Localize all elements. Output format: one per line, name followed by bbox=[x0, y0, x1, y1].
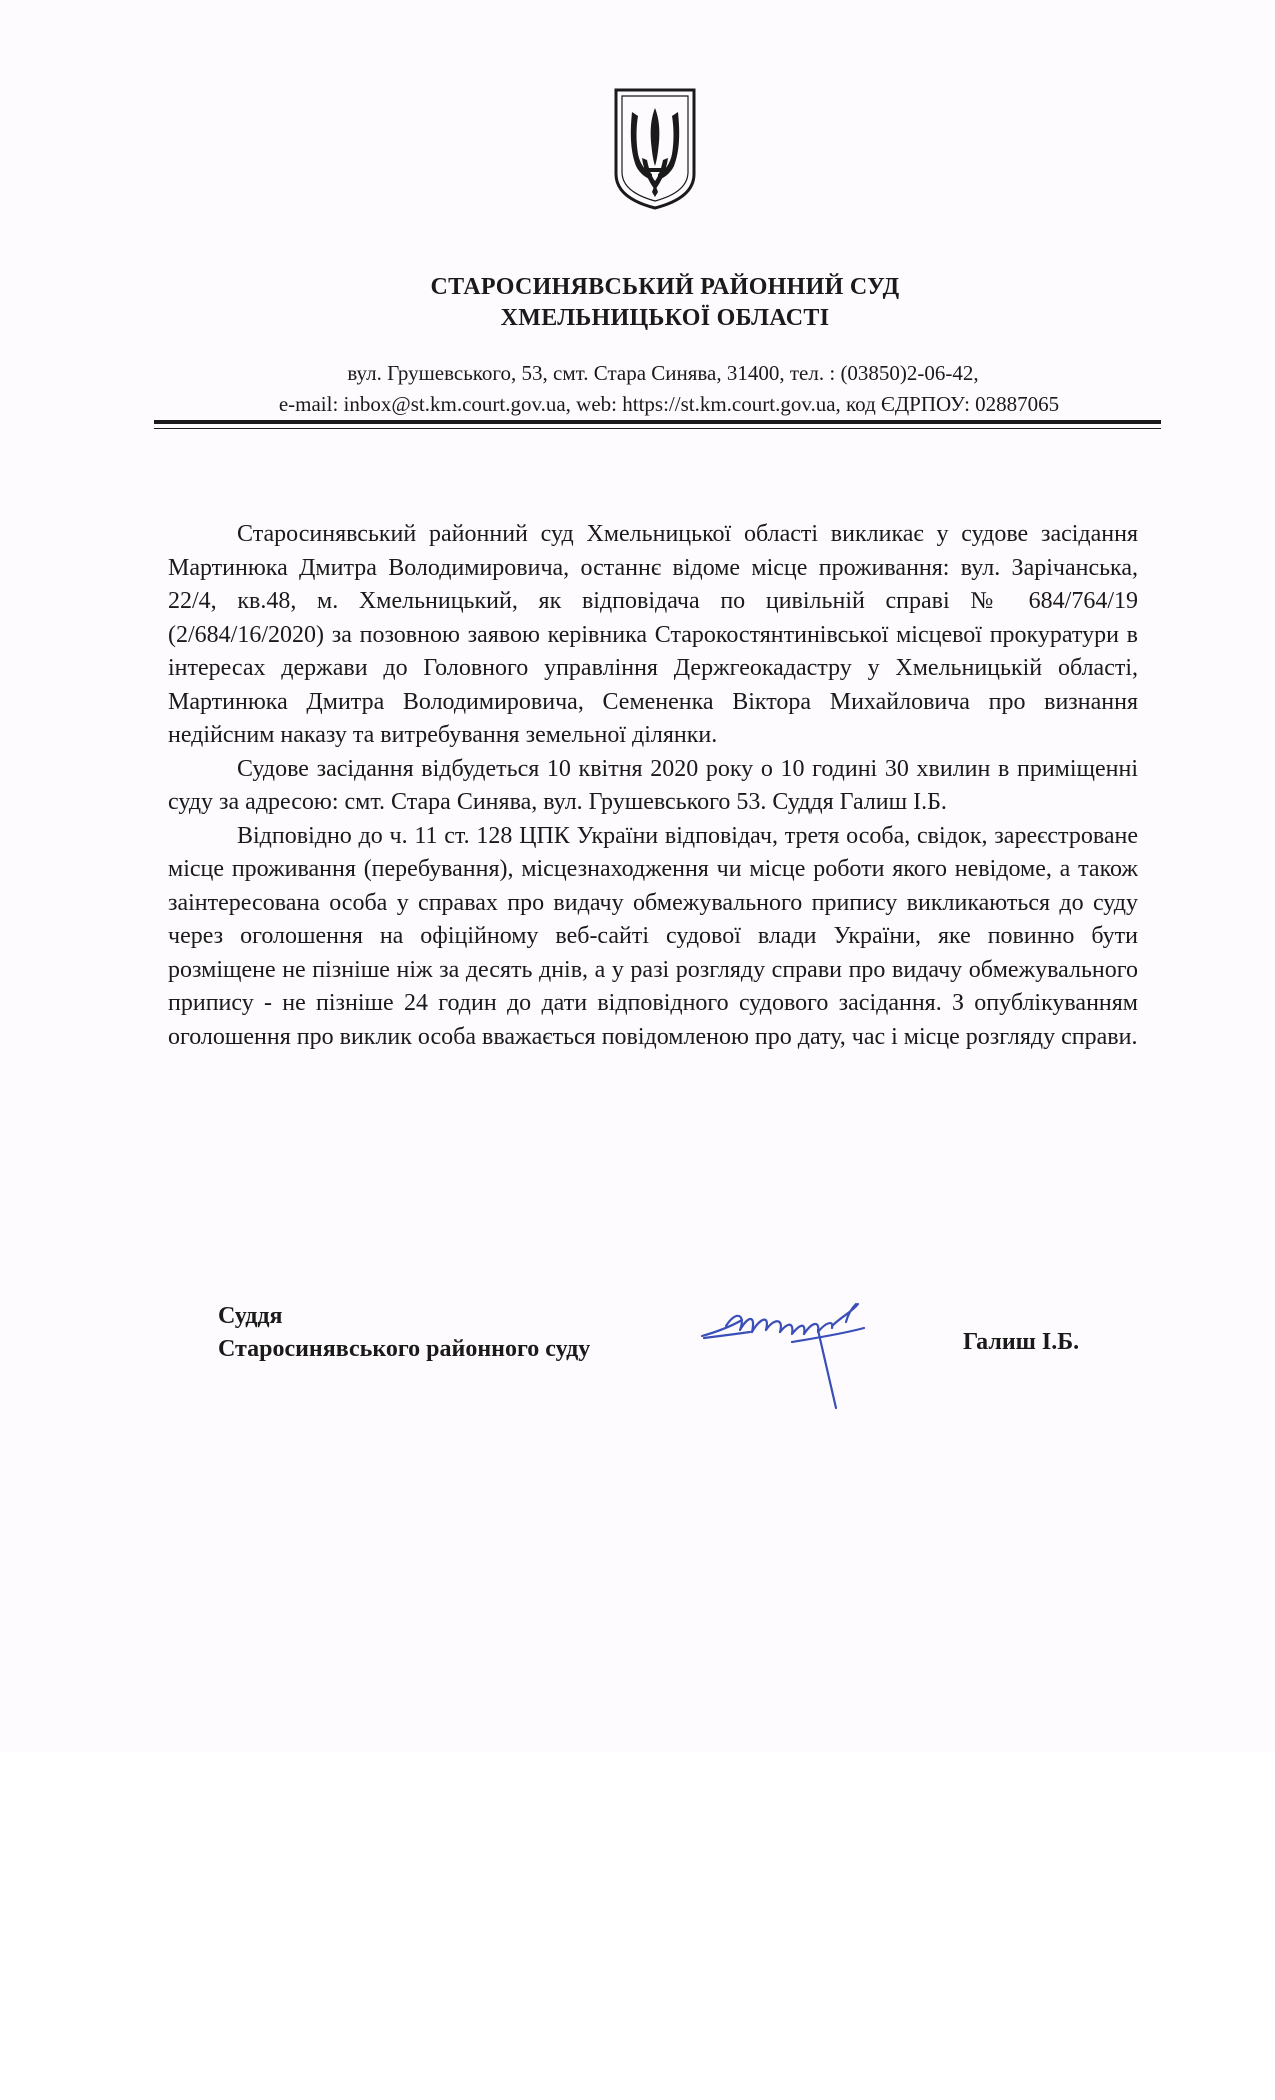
court-address: вул. Грушевського, 53, смт. Стара Синява, 31400, тел. : (03850)2-06-42, bbox=[347, 361, 979, 385]
court-contacts bbox=[0, 358, 1275, 420]
court-name bbox=[0, 272, 1275, 334]
court-contact-details: e-mail: inbox@st.km.court.gov.ua, web: https://st.km.court.gov.ua, код ЄДРПОУ: 02887065 bbox=[278, 392, 1060, 416]
signer-name: Галиш І.Б. bbox=[963, 1329, 1080, 1355]
header-divider-thin bbox=[154, 428, 1161, 429]
court-name-line-1: СТАРОСИНЯВСЬКИЙ РАЙОННИЙ СУД bbox=[430, 274, 900, 300]
notice-paragraph-summons: Старосинявський районний суд Хмельницької області викликає у судове засідання Мартинюка Дмитра Володимировича, останнє відоме місце проживання: вул. Зарічанська, 22/4, кв.48, м. Хмельницький, як відповідача по цивільній справі № 684/764/19 (2/684/16/2020) за позовною заявою керівника Старокостянтинівської місцевої прокуратури в інтересах держави до Головного управління Держгеокадастру у Хмельницькій області, Мартинюка Дмитра Володимировича, Семененка Віктора Михайловича про визнання недійсним наказу та витребування земельної ділянки. bbox=[168, 521, 1138, 748]
signature-title-line-1: Суддя bbox=[218, 1303, 283, 1329]
signature-title bbox=[218, 1300, 590, 1366]
notice-paragraph-legal-basis: Відповідно до ч. 11 ст. 128 ЦПК України відповідач, третя особа, свідок, зареєстроване місце проживання (перебування), місцезнаходження чи місце роботи якого невідоме, а також заінтересована особа у справах про видачу обмежувального припису викликаються до суду через оголошення на офіційному веб-сайті судової влади України, яке повинно бути розміщене не пізніше ніж за десять днів, а у разі розгляду справи про видачу обмежувального припису - не пізніше 24 годин до дати відповідного судового засідання. З опублікуванням оголошення про виклик особа вважається повідомленою про дату, час і місце розгляду справи. bbox=[168, 822, 1138, 1050]
handwritten-signature-icon bbox=[696, 1296, 886, 1412]
court-name-line-2: ХМЕЛЬНИЦЬКОЇ ОБЛАСТІ bbox=[500, 305, 830, 331]
notice-body bbox=[168, 518, 1138, 1054]
header-divider-thick bbox=[154, 420, 1161, 424]
trident-coat-of-arms-icon bbox=[612, 86, 698, 212]
signature-title-line-2: Старосинявського районного суду bbox=[218, 1336, 591, 1362]
notice-paragraph-hearing-date: Судове засідання відбудеться 10 квітня 2020 року о 10 годині 30 хвилин в приміщенні суду за адресою: смт. Стара Синява, вул. Грушевського 53. Суддя Галиш І.Б. bbox=[168, 755, 1138, 815]
